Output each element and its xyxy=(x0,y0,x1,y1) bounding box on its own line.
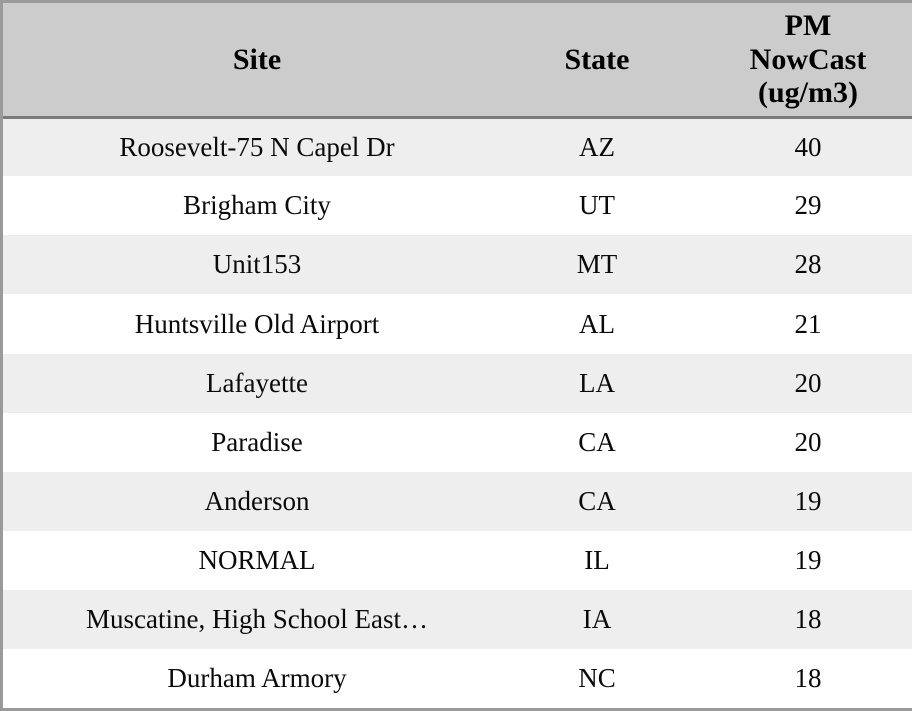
cell-state: NC xyxy=(511,649,683,708)
cell-site: Roosevelt-75 N Capel Dr xyxy=(3,117,511,176)
cell-pm-nowcast: 18 xyxy=(683,649,912,708)
column-header-pm-nowcast-line3: (ug/m3) xyxy=(758,76,858,110)
cell-site: Huntsville Old Airport xyxy=(3,294,511,353)
cell-state: CA xyxy=(511,472,683,531)
cell-pm-nowcast: 21 xyxy=(683,294,912,353)
cell-state: IL xyxy=(511,531,683,590)
cell-state: CA xyxy=(511,413,683,472)
cell-pm-nowcast: 19 xyxy=(683,472,912,531)
table-row xyxy=(3,531,912,590)
cell-site: Durham Armory xyxy=(3,649,511,708)
table-header-row xyxy=(3,3,912,117)
column-header-pm-nowcast xyxy=(683,3,912,117)
cell-site: Muscatine, High School East… xyxy=(3,590,511,649)
cell-site: Lafayette xyxy=(3,354,511,413)
cell-site: Anderson xyxy=(3,472,511,531)
cell-state: IA xyxy=(511,590,683,649)
table-row xyxy=(3,235,912,294)
cell-state: LA xyxy=(511,354,683,413)
cell-pm-nowcast: 18 xyxy=(683,590,912,649)
cell-state: AL xyxy=(511,294,683,353)
table-row xyxy=(3,413,912,472)
pm-nowcast-table xyxy=(3,3,912,708)
cell-state: MT xyxy=(511,235,683,294)
column-header-state xyxy=(511,3,683,117)
table-row xyxy=(3,117,912,176)
table-row xyxy=(3,294,912,353)
cell-pm-nowcast: 40 xyxy=(683,117,912,176)
table-row xyxy=(3,176,912,235)
cell-site: Brigham City xyxy=(3,176,511,235)
column-header-state-label: State xyxy=(564,42,630,76)
cell-pm-nowcast: 19 xyxy=(683,531,912,590)
column-header-site-label: Site xyxy=(232,42,282,76)
table-row xyxy=(3,649,912,708)
column-header-pm-nowcast-line2: NowCast xyxy=(749,42,867,76)
column-header-pm-nowcast-line1: PM xyxy=(784,9,832,42)
cell-state: UT xyxy=(511,176,683,235)
table-row xyxy=(3,354,912,413)
cell-site: NORMAL xyxy=(3,531,511,590)
table-row xyxy=(3,590,912,649)
table-body xyxy=(3,117,912,708)
cell-pm-nowcast: 20 xyxy=(683,354,912,413)
cell-site: Unit153 xyxy=(3,235,511,294)
table-header xyxy=(3,3,912,117)
cell-pm-nowcast: 28 xyxy=(683,235,912,294)
table-row xyxy=(3,472,912,531)
column-header-site xyxy=(3,3,511,117)
cell-pm-nowcast: 29 xyxy=(683,176,912,235)
cell-pm-nowcast: 20 xyxy=(683,413,912,472)
cell-site: Paradise xyxy=(3,413,511,472)
cell-state: AZ xyxy=(511,117,683,176)
